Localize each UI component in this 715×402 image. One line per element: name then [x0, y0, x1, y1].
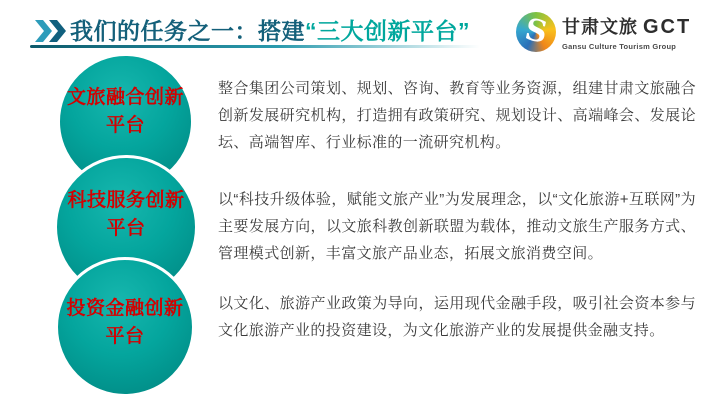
logo-swirl-glyph: S	[521, 12, 551, 51]
title-underline	[30, 45, 480, 48]
logo-abbr: GCT	[643, 16, 692, 38]
logo-text	[562, 12, 691, 51]
logo-name-cn: 甘肃文旅	[562, 17, 638, 37]
platform-label: 投资金融创新平台	[66, 298, 184, 347]
logo-swirl-icon	[516, 12, 556, 52]
page-title-highlight: “三大创新平台”	[305, 18, 470, 44]
double-chevron-right-icon	[34, 20, 68, 42]
platform-description: 整合集团公司策划、规划、咨询、教育等业务资源，组建甘肃文旅融合创新发展研究机构，打造拥有政策研究、规划设计、高端峰会、发展论坛、高端智库、行业标准的一流研究机构。	[218, 80, 696, 151]
logo-subtitle: Gansu Culture Tourism Group	[562, 42, 677, 51]
platform-label: 科技服务创新平台	[67, 190, 185, 239]
platform-description: 以文化、旅游产业政策为导向，运用现代金融手段，吸引社会资本参与文化旅游产业的投资建设，为文化旅游产业的发展提供金融支持。	[218, 295, 696, 339]
page-title-prefix: 我们的任务之一：搭建	[70, 18, 305, 44]
platform-label: 文旅融合创新平台	[66, 86, 184, 136]
company-logo	[516, 12, 691, 52]
page-title	[70, 13, 470, 46]
platform-circle-investment-finance	[55, 257, 195, 397]
platform-description: 以“科技升级体验，赋能文旅产业”为发展理念，以“文化旅游+互联网”为主要发展方向，以文旅科教创新联盟为载体，推动文旅生产服务方式、管理模式创新，丰富文旅产品业态，拓展文旅消费空间。	[218, 191, 696, 262]
